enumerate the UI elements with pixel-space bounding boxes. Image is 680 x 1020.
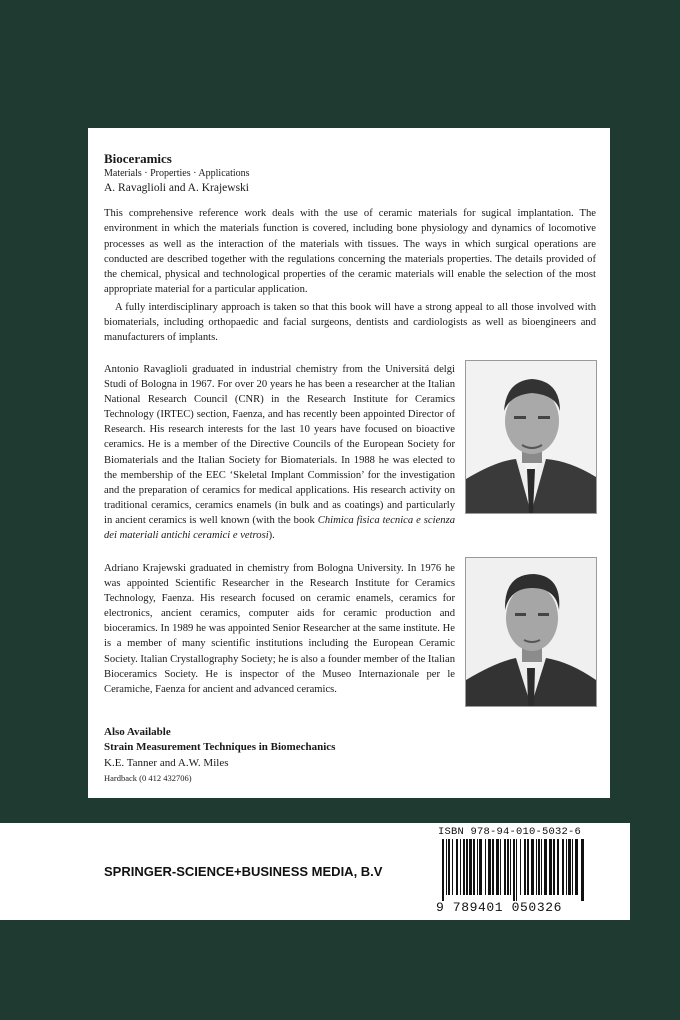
barcode-bar [549,839,552,895]
barcode-bar [448,839,450,895]
also-available-edition: Hardback (0 412 432706) [104,773,192,783]
barcode-digits: 9 789401 050326 [436,900,563,915]
author-photo-krajewski [465,557,597,707]
barcode-bar [507,839,509,895]
book-subtitle: Materials · Properties · Applications [104,168,250,179]
barcode-bar [504,839,506,895]
book-description [104,206,596,346]
bio1-text: Antonio Ravaglioli graduated in industrial chemistry from the Universitá delgi Studi of Bologna in 1967. For over 20 years he has been a researcher at the Italian National Research Council (CNR) in the Research Institute for Ceramics Technology (IRTEC) section, Faenza, and has recently been appointed Director of Research. His research interests for the last 10 years have focused on bioactive ceramics. He is a member of the Directive Councils of the European Society for Biomaterials and the Italian Society for Biomaterials. In 1988 he was elected to the membership of the EEC ‘Skeletal Implant Commission’ for the investigation and the preparation of ceramics for medical applications. His research activity on traditional ceramics, ceramics enamels (in bulk and as coatings) and particularly in ancient ceramics is well known (with the book [104,364,455,526]
barcode-bar [442,839,444,901]
publisher-name: SPRINGER-SCIENCE+BUSINESS MEDIA, B.V [104,864,383,879]
book-authors: A. Ravaglioli and A. Krajewski [104,182,250,194]
barcode-bar [460,839,461,895]
author-bio-krajewski: Adriano Krajewski graduated in chemistry from Bologna University. In 1976 he was appointed Scientific Researcher in the Research Institute for Ceramics Technology, Faenza. His research focused on ceramic enamels, ceramics for electronics, ancient ceramics, computer aids for ceramic production and bioceramics. In 1989 he was appointed Senior Researcher at the same institute. He is a member of many scientific institutions including the European Ceramic Society. Italian Crystallography Society; he is also a founder member of the Italian Bioceramics Society. He is inspector of the Museo Internazionale per le Ceramiche, Faenza for ancient and advanced ceramics. [104,563,455,695]
barcode-bar [452,839,453,895]
barcode-bar [496,839,499,895]
barcode-bar [456,839,458,895]
barcode-bar [516,839,517,901]
barcode-bar [510,839,511,895]
barcode-bar [581,839,584,901]
barcode-bar [541,839,542,895]
barcode-bar [536,839,537,895]
barcode-bar [466,839,468,895]
barcode-bar [477,839,478,895]
barcode-bar [527,839,529,895]
isbn-label: ISBN 978-94-010-5032-6 [438,826,582,838]
barcode-bar [469,839,472,895]
barcode-bar [557,839,559,895]
barcode-bar [488,839,491,895]
bio1-book-title: Chimica fisica tecnica e scienza dei materiali antichi ceramici e vetrosi [104,514,455,542]
barcode-bar [562,839,564,895]
also-available-authors: K.E. Tanner and A.W. Miles [104,757,229,769]
barcode-bar [531,839,534,895]
also-available-heading: Also Available [104,726,171,738]
barcode-bar [553,839,555,895]
barcode-bar [473,839,475,895]
barcode-bar [572,839,573,895]
author-photo-ravaglioli [465,360,597,514]
also-available-book-title: Strain Measurement Techniques in Biomechanics [104,741,336,753]
book-title: Bioceramics [104,151,172,166]
barcode-bar [575,839,578,895]
barcode-bar [463,839,465,895]
barcode-bar [524,839,526,895]
barcode-bar [513,839,515,901]
barcode-bar [485,839,486,895]
description-paragraph-2: A fully interdisciplinary approach is taken so that this book will have a strong appeal to all those involved with biomaterials, including orthopaedic and facial surgeons, dentists and cardiologists as well as bioengineers and manufacturers of implants. [104,301,596,344]
barcode-bar [538,839,540,895]
author-bio-ravaglioli [104,362,455,543]
description-paragraph-1: This comprehensive reference work deals with the use of ceramic materials for sugical implantation. The environment in which the materials function is covered, including bone physiology and dynamics of locomotive processes as well as the interaction of the materials with tissues. The ways in which surgical operations are conducted are described together with the regulations concerning the materials properties. The details provided of the chemical, physical and technological properties of the ceramic materials will enable the selection of the most appropriate material for a particular application. [104,208,596,296]
barcode-bar [544,839,547,895]
barcode-bar [568,839,571,895]
isbn-barcode [440,839,590,901]
barcode-bar [492,839,494,895]
barcode-bar [566,839,567,895]
barcode-bar [520,839,521,895]
barcode-bar [446,839,447,895]
bio1-end: ). [268,530,275,542]
barcode-bar [500,839,501,895]
barcode-bar [479,839,482,895]
